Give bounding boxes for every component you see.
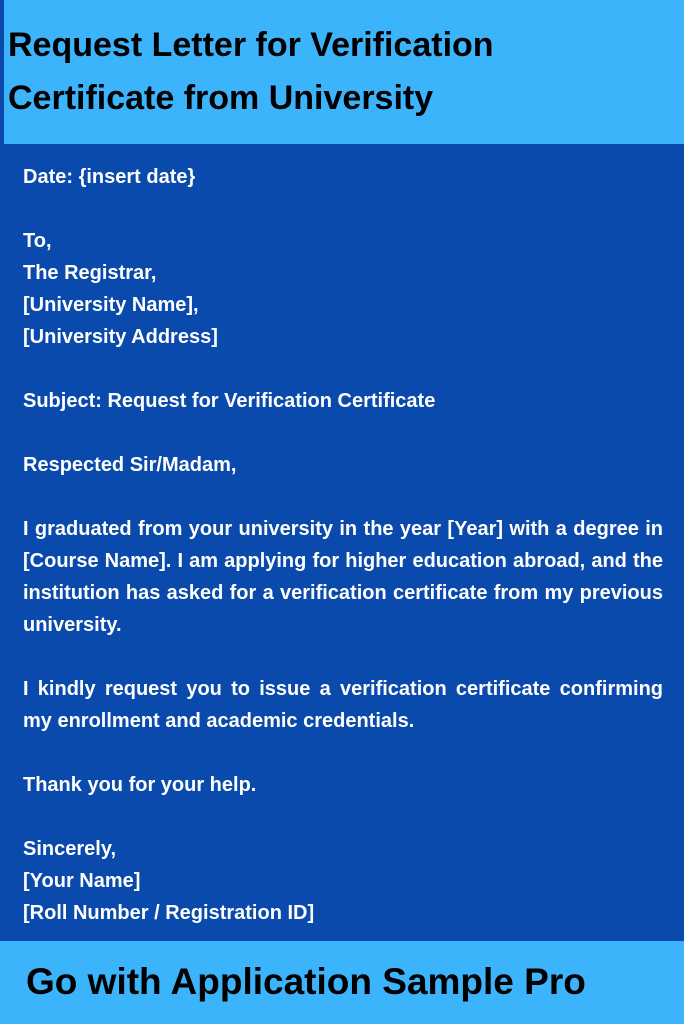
title-line-2: Certificate from University <box>8 79 434 117</box>
spacer <box>23 193 663 225</box>
spacer <box>23 481 663 513</box>
spacer <box>23 801 663 833</box>
your-name-line: [Your Name] <box>23 870 141 892</box>
title-line-1: Request Letter for Verification <box>8 26 494 64</box>
recipient-line: The Registrar, <box>23 262 157 284</box>
spacer <box>23 641 663 673</box>
spacer <box>23 737 663 769</box>
footer-banner <box>0 941 684 1024</box>
university-address-line: [University Address] <box>23 326 218 348</box>
body-paragraph-2: I kindly request you to issue a verification certificate confirming my enrollment and academic credentials. <box>23 678 663 732</box>
university-name-line: [University Name], <box>23 294 199 316</box>
subject-line: Subject: Request for Verification Certificate <box>23 390 436 412</box>
brand-text: Go with Application Sample Pro <box>26 961 586 1002</box>
to-line: To, <box>23 230 52 252</box>
date-line: Date: {insert date} <box>23 166 196 188</box>
salutation-line: Respected Sir/Madam, <box>23 454 237 476</box>
letter-body <box>23 161 663 929</box>
spacer <box>23 417 663 449</box>
body-paragraph-1: I graduated from your university in the year [Year] with a degree in [Course Name]. I am applying for higher education abroad, and the institution has asked for a verification certificate from my previous university. <box>23 518 663 636</box>
closing-line: Sincerely, <box>23 838 117 860</box>
header-banner <box>0 0 684 144</box>
roll-number-line: [Roll Number / Registration ID] <box>23 902 315 924</box>
spacer <box>23 353 663 385</box>
thanks-line: Thank you for your help. <box>23 774 257 796</box>
page-title <box>8 19 678 125</box>
